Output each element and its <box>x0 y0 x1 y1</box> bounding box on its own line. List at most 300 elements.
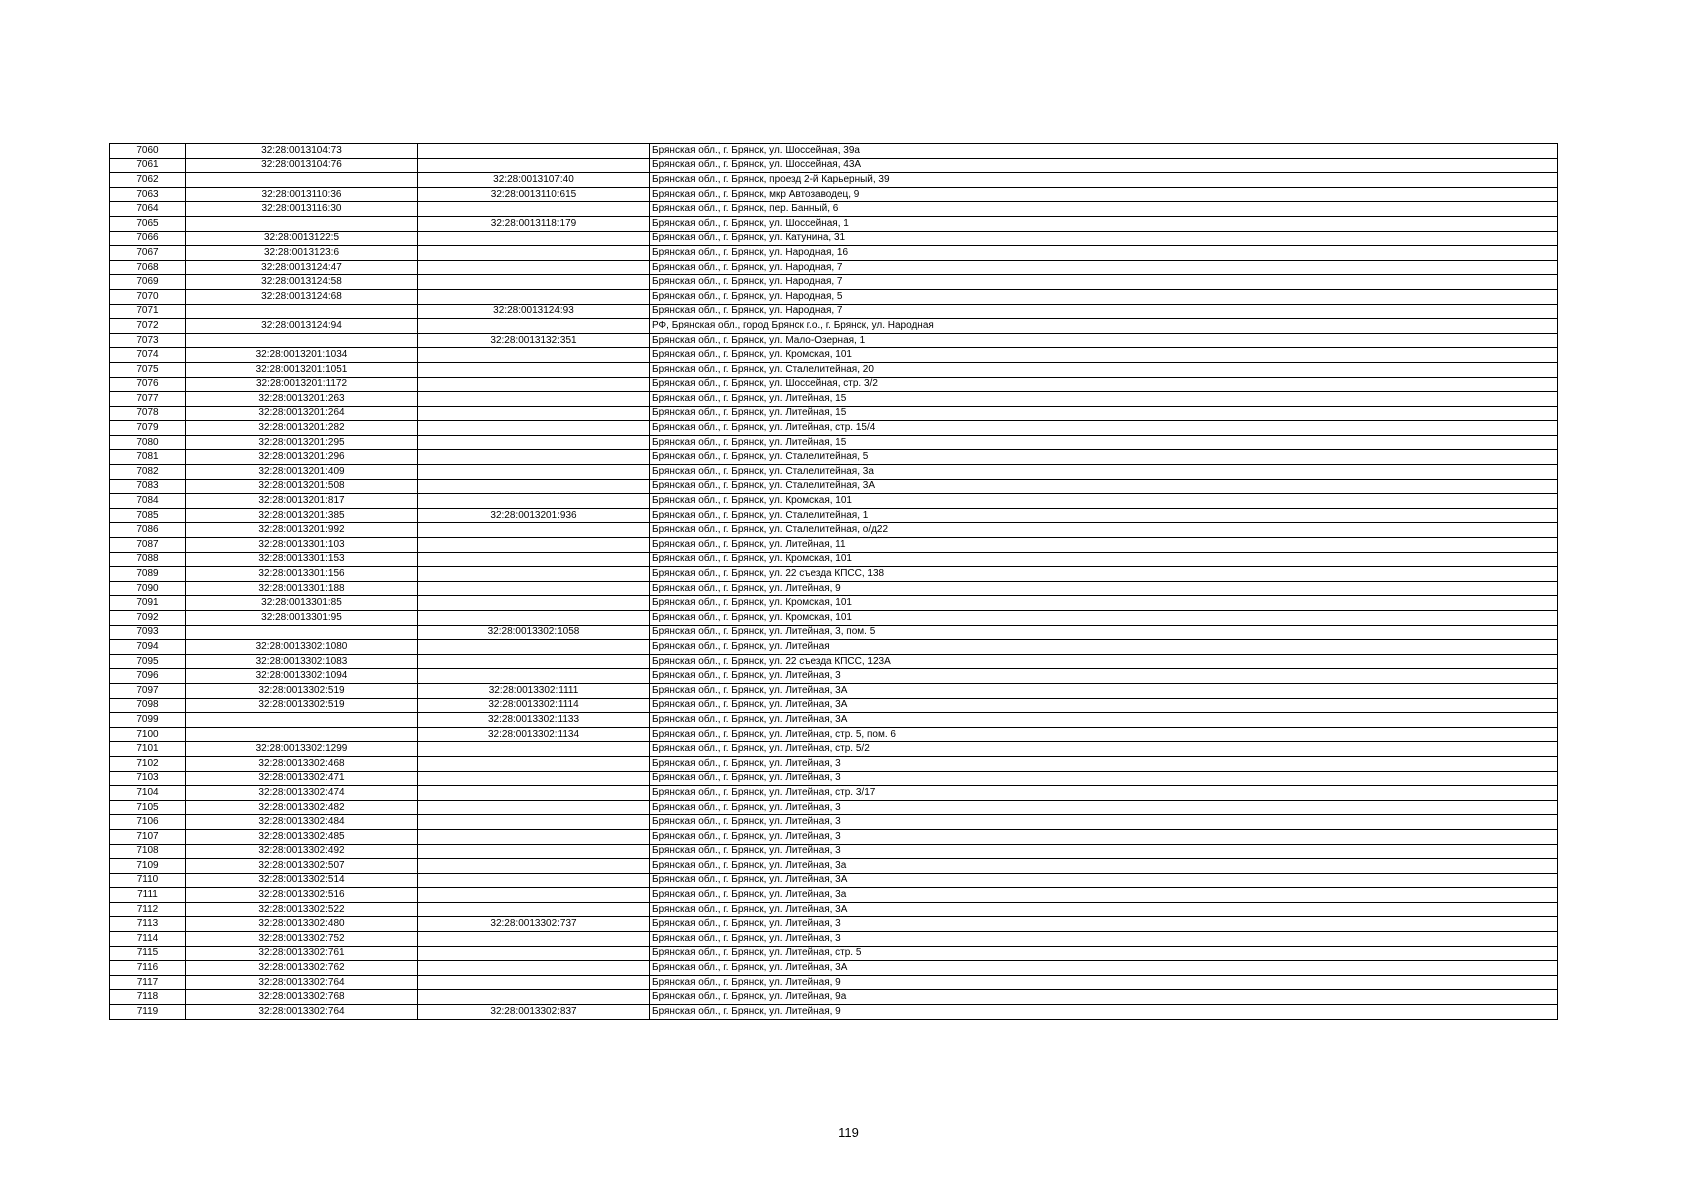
table-row <box>110 479 1558 494</box>
related-cadastral-number-cell <box>418 538 650 553</box>
cadastral-number-cell <box>186 727 418 742</box>
cadastral-number-cell: 32:28:0013302:519 <box>186 698 418 713</box>
table-row <box>110 260 1558 275</box>
cadastral-number-cell <box>186 333 418 348</box>
cadastral-number-cell: 32:28:0013301:95 <box>186 611 418 626</box>
cadastral-number-cell: 32:28:0013302:480 <box>186 917 418 932</box>
cadastral-number-cell: 32:28:0013201:295 <box>186 435 418 450</box>
row-number-cell: 7115 <box>110 946 186 961</box>
row-number-cell: 7066 <box>110 231 186 246</box>
row-number-cell: 7101 <box>110 742 186 757</box>
table-row <box>110 640 1558 655</box>
cadastral-number-cell: 32:28:0013302:519 <box>186 683 418 698</box>
address-cell: Брянская обл., г. Брянск, ул. Литейная, стр. 15/4 <box>650 421 1558 436</box>
table-row <box>110 727 1558 742</box>
row-number-cell: 7107 <box>110 829 186 844</box>
table-row <box>110 231 1558 246</box>
related-cadastral-number-cell: 32:28:0013302:737 <box>418 917 650 932</box>
address-cell: Брянская обл., г. Брянск, ул. Литейная, 3 <box>650 669 1558 684</box>
row-number-cell: 7108 <box>110 844 186 859</box>
cadastral-number-cell: 32:28:0013302:482 <box>186 800 418 815</box>
address-cell: Брянская обл., г. Брянск, ул. Литейная, стр. 5, пом. 6 <box>650 727 1558 742</box>
related-cadastral-number-cell <box>418 946 650 961</box>
cadastral-number-cell: 32:28:0013302:768 <box>186 990 418 1005</box>
related-cadastral-number-cell <box>418 567 650 582</box>
row-number-cell: 7079 <box>110 421 186 436</box>
table-row <box>110 333 1558 348</box>
cadastral-number-cell: 32:28:0013301:85 <box>186 596 418 611</box>
address-cell: Брянская обл., г. Брянск, ул. Кромская, 101 <box>650 611 1558 626</box>
address-cell: Брянская обл., г. Брянск, ул. Сталелитейная, о/д22 <box>650 523 1558 538</box>
table-row <box>110 304 1558 319</box>
table-row <box>110 771 1558 786</box>
related-cadastral-number-cell <box>418 319 650 334</box>
table-row <box>110 421 1558 436</box>
table-row <box>110 275 1558 290</box>
cadastral-number-cell: 32:28:0013302:514 <box>186 873 418 888</box>
address-cell: Брянская обл., г. Брянск, ул. Литейная, 15 <box>650 406 1558 421</box>
related-cadastral-number-cell <box>418 435 650 450</box>
table-row <box>110 538 1558 553</box>
table-row <box>110 800 1558 815</box>
row-number-cell: 7065 <box>110 216 186 231</box>
related-cadastral-number-cell <box>418 348 650 363</box>
related-cadastral-number-cell <box>418 552 650 567</box>
row-number-cell: 7061 <box>110 158 186 173</box>
table-row <box>110 202 1558 217</box>
row-number-cell: 7104 <box>110 786 186 801</box>
row-number-cell: 7083 <box>110 479 186 494</box>
related-cadastral-number-cell <box>418 756 650 771</box>
cadastral-number-cell: 32:28:0013302:1094 <box>186 669 418 684</box>
related-cadastral-number-cell <box>418 581 650 596</box>
related-cadastral-number-cell <box>418 800 650 815</box>
row-number-cell: 7105 <box>110 800 186 815</box>
address-cell: Брянская обл., г. Брянск, ул. Литейная, стр. 3/17 <box>650 786 1558 801</box>
related-cadastral-number-cell: 32:28:0013118:179 <box>418 216 650 231</box>
row-number-cell: 7080 <box>110 435 186 450</box>
cadastral-number-cell: 32:28:0013116:30 <box>186 202 418 217</box>
related-cadastral-number-cell <box>418 494 650 509</box>
table-row <box>110 508 1558 523</box>
table-row <box>110 435 1558 450</box>
related-cadastral-number-cell <box>418 932 650 947</box>
table-row <box>110 173 1558 188</box>
row-number-cell: 7097 <box>110 683 186 698</box>
cadastral-number-cell: 32:28:0013124:94 <box>186 319 418 334</box>
table-row <box>110 946 1558 961</box>
address-cell: Брянская обл., г. Брянск, ул. Сталелитейная, 3а <box>650 465 1558 480</box>
cadastral-number-cell: 32:28:0013302:485 <box>186 829 418 844</box>
cadastral-number-cell: 32:28:0013201:508 <box>186 479 418 494</box>
row-number-cell: 7119 <box>110 1005 186 1020</box>
cadastral-number-cell: 32:28:0013201:296 <box>186 450 418 465</box>
cadastral-number-cell: 32:28:0013124:58 <box>186 275 418 290</box>
related-cadastral-number-cell: 32:28:0013132:351 <box>418 333 650 348</box>
cadastral-number-cell: 32:28:0013301:153 <box>186 552 418 567</box>
address-cell: Брянская обл., г. Брянск, ул. Народная, 7 <box>650 260 1558 275</box>
cadastral-number-cell: 32:28:0013104:73 <box>186 144 418 159</box>
related-cadastral-number-cell <box>418 786 650 801</box>
cadastral-number-cell: 32:28:0013201:817 <box>186 494 418 509</box>
related-cadastral-number-cell <box>418 202 650 217</box>
related-cadastral-number-cell <box>418 231 650 246</box>
table-row <box>110 975 1558 990</box>
address-cell: Брянская обл., г. Брянск, ул. Литейная, 3 <box>650 756 1558 771</box>
row-number-cell: 7099 <box>110 713 186 728</box>
table-row <box>110 158 1558 173</box>
related-cadastral-number-cell: 32:28:0013302:1114 <box>418 698 650 713</box>
cadastral-number-cell: 32:28:0013302:1299 <box>186 742 418 757</box>
table-row <box>110 246 1558 261</box>
address-cell: Брянская обл., г. Брянск, ул. Сталелитейная, 5 <box>650 450 1558 465</box>
row-number-cell: 7113 <box>110 917 186 932</box>
cadastral-number-cell: 32:28:0013302:474 <box>186 786 418 801</box>
cadastral-number-cell: 32:28:0013124:68 <box>186 289 418 304</box>
related-cadastral-number-cell <box>418 771 650 786</box>
row-number-cell: 7069 <box>110 275 186 290</box>
address-cell: Брянская обл., г. Брянск, ул. 22 съезда КПСС, 123А <box>650 654 1558 669</box>
related-cadastral-number-cell: 32:28:0013302:1111 <box>418 683 650 698</box>
cadastral-number-cell: 32:28:0013201:1034 <box>186 348 418 363</box>
address-cell: Брянская обл., г. Брянск, ул. Литейная, 3а <box>650 859 1558 874</box>
related-cadastral-number-cell <box>418 640 650 655</box>
address-cell: Брянская обл., г. Брянск, ул. Шоссейная, 43А <box>650 158 1558 173</box>
address-cell: Брянская обл., г. Брянск, ул. Литейная, 3А <box>650 683 1558 698</box>
row-number-cell: 7071 <box>110 304 186 319</box>
table-row <box>110 377 1558 392</box>
row-number-cell: 7073 <box>110 333 186 348</box>
table-row <box>110 450 1558 465</box>
row-number-cell: 7063 <box>110 187 186 202</box>
row-number-cell: 7095 <box>110 654 186 669</box>
row-number-cell: 7087 <box>110 538 186 553</box>
row-number-cell: 7075 <box>110 362 186 377</box>
table-row <box>110 611 1558 626</box>
related-cadastral-number-cell <box>418 815 650 830</box>
related-cadastral-number-cell <box>418 144 650 159</box>
address-cell: Брянская обл., г. Брянск, ул. Литейная, 3А <box>650 873 1558 888</box>
row-number-cell: 7084 <box>110 494 186 509</box>
table-row <box>110 888 1558 903</box>
address-cell: Брянская обл., г. Брянск, ул. Литейная, 3 <box>650 932 1558 947</box>
cadastral-number-cell: 32:28:0013302:1083 <box>186 654 418 669</box>
table-row <box>110 829 1558 844</box>
related-cadastral-number-cell <box>418 961 650 976</box>
related-cadastral-number-cell: 32:28:0013110:615 <box>418 187 650 202</box>
related-cadastral-number-cell <box>418 611 650 626</box>
row-number-cell: 7076 <box>110 377 186 392</box>
row-number-cell: 7110 <box>110 873 186 888</box>
table-row <box>110 654 1558 669</box>
table-row <box>110 786 1558 801</box>
row-number-cell: 7078 <box>110 406 186 421</box>
related-cadastral-number-cell <box>418 246 650 261</box>
cadastral-number-cell: 32:28:0013201:263 <box>186 392 418 407</box>
cadastral-number-cell: 32:28:0013201:409 <box>186 465 418 480</box>
cadastral-number-cell: 32:28:0013201:1172 <box>186 377 418 392</box>
cadastral-number-cell: 32:28:0013302:492 <box>186 844 418 859</box>
related-cadastral-number-cell <box>418 975 650 990</box>
table-row <box>110 859 1558 874</box>
address-cell: Брянская обл., г. Брянск, ул. Литейная, 3 <box>650 800 1558 815</box>
address-cell: Брянская обл., г. Брянск, мкр Автозаводец, 9 <box>650 187 1558 202</box>
row-number-cell: 7085 <box>110 508 186 523</box>
registry-body <box>110 144 1558 1020</box>
table-row <box>110 216 1558 231</box>
address-cell: Брянская обл., г. Брянск, ул. Литейная, 15 <box>650 435 1558 450</box>
related-cadastral-number-cell: 32:28:0013302:1133 <box>418 713 650 728</box>
row-number-cell: 7109 <box>110 859 186 874</box>
row-number-cell: 7092 <box>110 611 186 626</box>
table-row <box>110 742 1558 757</box>
table-row <box>110 392 1558 407</box>
row-number-cell: 7106 <box>110 815 186 830</box>
table-row <box>110 348 1558 363</box>
address-cell: Брянская обл., г. Брянск, ул. Катунина, 31 <box>650 231 1558 246</box>
row-number-cell: 7067 <box>110 246 186 261</box>
address-cell: Брянская обл., г. Брянск, ул. Народная, 7 <box>650 304 1558 319</box>
registry-table <box>109 143 1558 1020</box>
address-cell: Брянская обл., г. Брянск, ул. Кромская, 101 <box>650 494 1558 509</box>
table-row <box>110 1005 1558 1020</box>
row-number-cell: 7111 <box>110 888 186 903</box>
cadastral-number-cell <box>186 625 418 640</box>
address-cell: Брянская обл., г. Брянск, ул. Мало-Озерная, 1 <box>650 333 1558 348</box>
cadastral-number-cell: 32:28:0013302:507 <box>186 859 418 874</box>
table-row <box>110 932 1558 947</box>
row-number-cell: 7116 <box>110 961 186 976</box>
address-cell: Брянская обл., г. Брянск, ул. Народная, 7 <box>650 275 1558 290</box>
address-cell: Брянская обл., г. Брянск, ул. Сталелитейная, 20 <box>650 362 1558 377</box>
table-row <box>110 902 1558 917</box>
cadastral-number-cell: 32:28:0013301:188 <box>186 581 418 596</box>
address-cell: Брянская обл., г. Брянск, ул. Литейная, 9 <box>650 975 1558 990</box>
address-cell: Брянская обл., г. Брянск, ул. Шоссейная, 1 <box>650 216 1558 231</box>
related-cadastral-number-cell: 32:28:0013107:40 <box>418 173 650 188</box>
table-row <box>110 319 1558 334</box>
related-cadastral-number-cell <box>418 392 650 407</box>
related-cadastral-number-cell <box>418 377 650 392</box>
table-row <box>110 756 1558 771</box>
address-cell: Брянская обл., г. Брянск, ул. Литейная, 11 <box>650 538 1558 553</box>
related-cadastral-number-cell <box>418 902 650 917</box>
row-number-cell: 7098 <box>110 698 186 713</box>
address-cell: Брянская обл., г. Брянск, ул. Сталелитейная, 3А <box>650 479 1558 494</box>
table-row <box>110 289 1558 304</box>
related-cadastral-number-cell: 32:28:0013201:936 <box>418 508 650 523</box>
related-cadastral-number-cell <box>418 158 650 173</box>
related-cadastral-number-cell <box>418 888 650 903</box>
row-number-cell: 7091 <box>110 596 186 611</box>
cadastral-number-cell: 32:28:0013302:471 <box>186 771 418 786</box>
table-row <box>110 873 1558 888</box>
address-cell: Брянская обл., г. Брянск, ул. Литейная, 15 <box>650 392 1558 407</box>
row-number-cell: 7077 <box>110 392 186 407</box>
row-number-cell: 7081 <box>110 450 186 465</box>
table-row <box>110 713 1558 728</box>
cadastral-number-cell: 32:28:0013201:264 <box>186 406 418 421</box>
related-cadastral-number-cell <box>418 596 650 611</box>
cadastral-number-cell <box>186 216 418 231</box>
address-cell: Брянская обл., г. Брянск, ул. Литейная, 3А <box>650 713 1558 728</box>
table-row <box>110 406 1558 421</box>
row-number-cell: 7060 <box>110 144 186 159</box>
related-cadastral-number-cell: 32:28:0013302:837 <box>418 1005 650 1020</box>
address-cell: Брянская обл., г. Брянск, ул. Шоссейная, 39а <box>650 144 1558 159</box>
address-cell: Брянская обл., г. Брянск, ул. Литейная, 9а <box>650 990 1558 1005</box>
table-row <box>110 596 1558 611</box>
table-row <box>110 815 1558 830</box>
address-cell: Брянская обл., г. Брянск, ул. Литейная, 3А <box>650 961 1558 976</box>
row-number-cell: 7064 <box>110 202 186 217</box>
cadastral-number-cell <box>186 173 418 188</box>
table-row <box>110 844 1558 859</box>
cadastral-number-cell: 32:28:0013302:762 <box>186 961 418 976</box>
row-number-cell: 7096 <box>110 669 186 684</box>
cadastral-number-cell: 32:28:0013301:156 <box>186 567 418 582</box>
row-number-cell: 7089 <box>110 567 186 582</box>
address-cell: Брянская обл., г. Брянск, ул. Литейная, стр. 5/2 <box>650 742 1558 757</box>
address-cell: Брянская обл., г. Брянск, ул. Кромская, 101 <box>650 348 1558 363</box>
address-cell: РФ, Брянская обл., город Брянск г.о., г. Брянск, ул. Народная <box>650 319 1558 334</box>
cadastral-number-cell: 32:28:0013302:516 <box>186 888 418 903</box>
related-cadastral-number-cell: 32:28:0013302:1134 <box>418 727 650 742</box>
row-number-cell: 7074 <box>110 348 186 363</box>
row-number-cell: 7094 <box>110 640 186 655</box>
address-cell: Брянская обл., г. Брянск, ул. Литейная <box>650 640 1558 655</box>
row-number-cell: 7114 <box>110 932 186 947</box>
cadastral-number-cell: 32:28:0013301:103 <box>186 538 418 553</box>
cadastral-number-cell: 32:28:0013302:468 <box>186 756 418 771</box>
address-cell: Брянская обл., г. Брянск, ул. Литейная, 3, пом. 5 <box>650 625 1558 640</box>
address-cell: Брянская обл., г. Брянск, ул. Литейная, 9 <box>650 1005 1558 1020</box>
address-cell: Брянская обл., г. Брянск, ул. Литейная, 3а <box>650 888 1558 903</box>
related-cadastral-number-cell <box>418 844 650 859</box>
table-row <box>110 187 1558 202</box>
address-cell: Брянская обл., г. Брянск, ул. Кромская, 101 <box>650 596 1558 611</box>
cadastral-number-cell: 32:28:0013302:764 <box>186 1005 418 1020</box>
cadastral-number-cell: 32:28:0013104:76 <box>186 158 418 173</box>
address-cell: Брянская обл., г. Брянск, ул. Литейная, 9 <box>650 581 1558 596</box>
address-cell: Брянская обл., г. Брянск, ул. Литейная, 3 <box>650 829 1558 844</box>
table-row <box>110 683 1558 698</box>
related-cadastral-number-cell: 32:28:0013302:1058 <box>418 625 650 640</box>
related-cadastral-number-cell <box>418 465 650 480</box>
cadastral-number-cell: 32:28:0013302:761 <box>186 946 418 961</box>
address-cell: Брянская обл., г. Брянск, ул. Народная, 5 <box>650 289 1558 304</box>
page-number: 119 <box>838 1125 859 1140</box>
address-cell: Брянская обл., г. Брянск, ул. Литейная, 3А <box>650 902 1558 917</box>
table-row <box>110 917 1558 932</box>
row-number-cell: 7072 <box>110 319 186 334</box>
address-cell: Брянская обл., г. Брянск, ул. Шоссейная, стр. 3/2 <box>650 377 1558 392</box>
related-cadastral-number-cell <box>418 669 650 684</box>
related-cadastral-number-cell <box>418 859 650 874</box>
related-cadastral-number-cell <box>418 450 650 465</box>
related-cadastral-number-cell <box>418 742 650 757</box>
table-row <box>110 567 1558 582</box>
cadastral-number-cell: 32:28:0013302:752 <box>186 932 418 947</box>
address-cell: Брянская обл., г. Брянск, ул. Литейная, стр. 5 <box>650 946 1558 961</box>
row-number-cell: 7118 <box>110 990 186 1005</box>
address-cell: Брянская обл., г. Брянск, ул. Народная, 16 <box>650 246 1558 261</box>
related-cadastral-number-cell <box>418 260 650 275</box>
cadastral-number-cell: 32:28:0013110:36 <box>186 187 418 202</box>
cadastral-number-cell <box>186 304 418 319</box>
cadastral-number-cell: 32:28:0013201:385 <box>186 508 418 523</box>
related-cadastral-number-cell <box>418 421 650 436</box>
table-row <box>110 961 1558 976</box>
related-cadastral-number-cell <box>418 654 650 669</box>
related-cadastral-number-cell <box>418 990 650 1005</box>
address-cell: Брянская обл., г. Брянск, ул. Кромская, 101 <box>650 552 1558 567</box>
related-cadastral-number-cell <box>418 406 650 421</box>
row-number-cell: 7102 <box>110 756 186 771</box>
address-cell: Брянская обл., г. Брянск, ул. Сталелитейная, 1 <box>650 508 1558 523</box>
row-number-cell: 7086 <box>110 523 186 538</box>
cadastral-number-cell: 32:28:0013123:6 <box>186 246 418 261</box>
cadastral-number-cell: 32:28:0013201:282 <box>186 421 418 436</box>
table-row <box>110 362 1558 377</box>
table-row <box>110 144 1558 159</box>
address-cell: Брянская обл., г. Брянск, проезд 2-й Карьерный, 39 <box>650 173 1558 188</box>
table-row <box>110 465 1558 480</box>
cadastral-number-cell: 32:28:0013302:522 <box>186 902 418 917</box>
related-cadastral-number-cell <box>418 873 650 888</box>
address-cell: Брянская обл., г. Брянск, ул. Литейная, 3 <box>650 771 1558 786</box>
row-number-cell: 7068 <box>110 260 186 275</box>
related-cadastral-number-cell <box>418 275 650 290</box>
related-cadastral-number-cell <box>418 362 650 377</box>
cadastral-number-cell: 32:28:0013302:484 <box>186 815 418 830</box>
cadastral-number-cell: 32:28:0013122:5 <box>186 231 418 246</box>
table-row <box>110 494 1558 509</box>
row-number-cell: 7112 <box>110 902 186 917</box>
table-row <box>110 625 1558 640</box>
row-number-cell: 7100 <box>110 727 186 742</box>
table-row <box>110 990 1558 1005</box>
address-cell: Брянская обл., г. Брянск, ул. Литейная, 3 <box>650 917 1558 932</box>
cadastral-number-cell: 32:28:0013201:1051 <box>186 362 418 377</box>
table-row <box>110 552 1558 567</box>
cadastral-number-cell: 32:28:0013124:47 <box>186 260 418 275</box>
address-cell: Брянская обл., г. Брянск, ул. Литейная, 3 <box>650 815 1558 830</box>
address-cell: Брянская обл., г. Брянск, ул. 22 съезда КПСС, 138 <box>650 567 1558 582</box>
row-number-cell: 7088 <box>110 552 186 567</box>
row-number-cell: 7090 <box>110 581 186 596</box>
row-number-cell: 7062 <box>110 173 186 188</box>
related-cadastral-number-cell <box>418 829 650 844</box>
address-cell: Брянская обл., г. Брянск, пер. Банный, 6 <box>650 202 1558 217</box>
row-number-cell: 7103 <box>110 771 186 786</box>
related-cadastral-number-cell <box>418 479 650 494</box>
related-cadastral-number-cell: 32:28:0013124:93 <box>418 304 650 319</box>
table-row <box>110 523 1558 538</box>
related-cadastral-number-cell <box>418 289 650 304</box>
address-cell: Брянская обл., г. Брянск, ул. Литейная, 3 <box>650 844 1558 859</box>
cadastral-number-cell: 32:28:0013302:764 <box>186 975 418 990</box>
row-number-cell: 7082 <box>110 465 186 480</box>
related-cadastral-number-cell <box>418 523 650 538</box>
row-number-cell: 7070 <box>110 289 186 304</box>
table-row <box>110 669 1558 684</box>
cadastral-number-cell: 32:28:0013201:992 <box>186 523 418 538</box>
row-number-cell: 7117 <box>110 975 186 990</box>
cadastral-number-cell: 32:28:0013302:1080 <box>186 640 418 655</box>
row-number-cell: 7093 <box>110 625 186 640</box>
address-cell: Брянская обл., г. Брянск, ул. Литейная, 3А <box>650 698 1558 713</box>
